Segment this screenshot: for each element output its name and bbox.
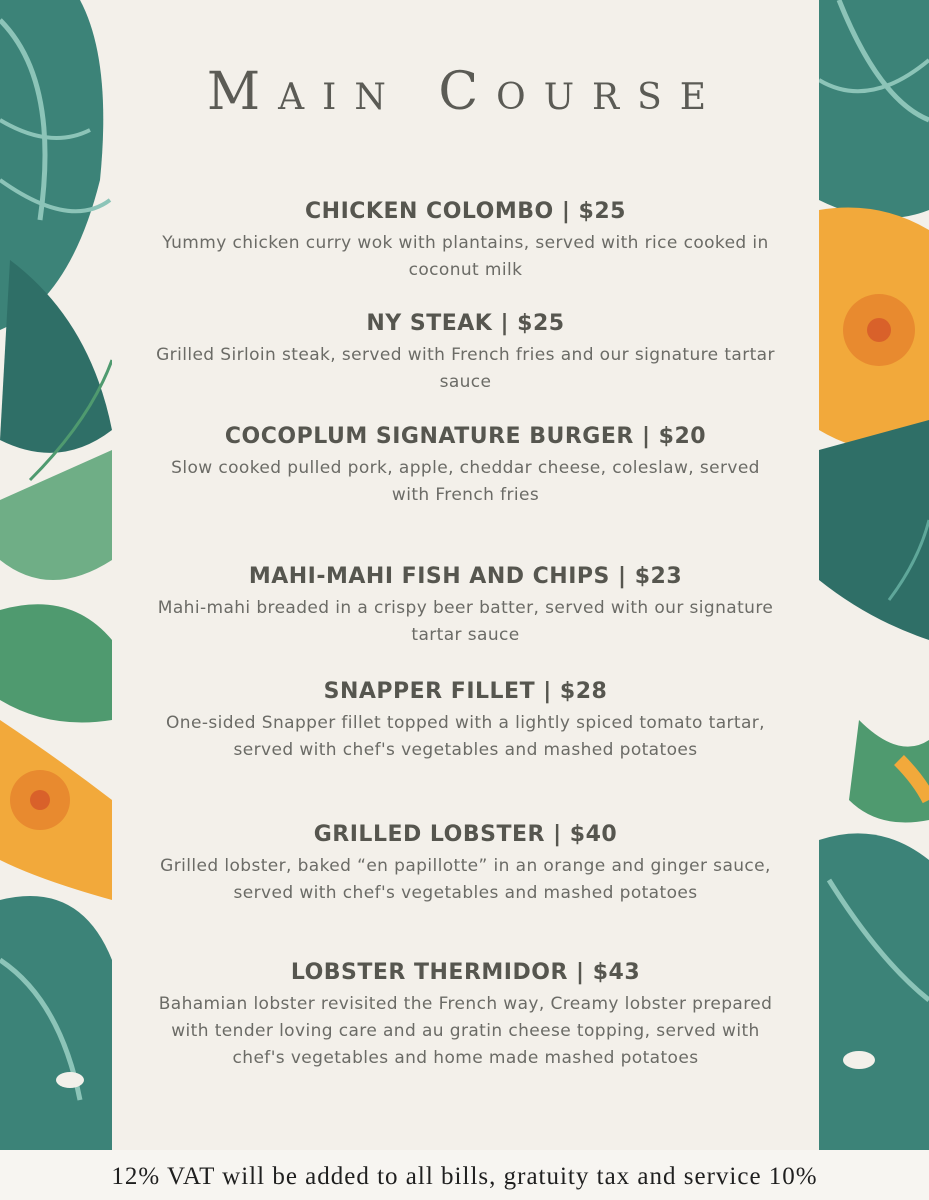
menu-item-name: CHICKEN COLOMBO | $25 — [305, 199, 626, 224]
menu-item-name: SNAPPER FILLET | $28 — [323, 679, 608, 704]
menu-item-name: GRILLED LOBSTER | $40 — [313, 822, 618, 847]
menu-item-name: NY STEAK | $25 — [366, 311, 565, 336]
menu-item — [112, 424, 819, 509]
menu-item — [112, 564, 819, 649]
menu-item — [112, 199, 819, 284]
menu-item-description: Yummy chicken curry wok with plantains, served with rice cooked in coconut milk — [162, 233, 769, 280]
footer-bar — [0, 1150, 929, 1200]
menu-title: Main Course — [206, 62, 725, 122]
tropical-leaves-right — [819, 0, 929, 1150]
menu-item-description: Bahamian lobster revisited the French way, Creamy lobster prepared with tender loving care and au gratin cheese topping, served with chef's vegetables and home made mashed potatoes — [158, 994, 773, 1068]
menu-item-name: COCOPLUM SIGNATURE BURGER | $20 — [224, 424, 707, 449]
tropical-leaves-left — [0, 0, 112, 1150]
menu-item-description: One-sided Snapper fillet topped with a lightly spiced tomato tartar, served with chef's vegetables and mashed potatoes — [166, 713, 765, 760]
menu-item-description: Grilled Sirloin steak, served with French fries and our signature tartar sauce — [156, 345, 775, 392]
vat-notice: 12% VAT will be added to all bills, gratuity tax and service 10% — [111, 1163, 818, 1190]
menu-item — [112, 679, 819, 764]
menu-item — [112, 311, 819, 396]
menu-item-description: Mahi-mahi breaded in a crispy beer batter, served with our signature tartar sauce — [157, 598, 774, 645]
menu-item-description: Slow cooked pulled pork, apple, cheddar cheese, coleslaw, served with French fries — [171, 458, 760, 505]
menu-item — [112, 822, 819, 907]
menu-item-name: LOBSTER THERMIDOR | $43 — [290, 960, 641, 985]
menu-panel — [112, 0, 819, 1150]
menu-item-description: Grilled lobster, baked “en papillotte” in an orange and ginger sauce, served with chef's vegetables and mashed potatoes — [160, 856, 771, 903]
menu-item — [112, 960, 819, 1072]
menu-item-name: MAHI-MAHI FISH AND CHIPS | $23 — [248, 564, 683, 589]
